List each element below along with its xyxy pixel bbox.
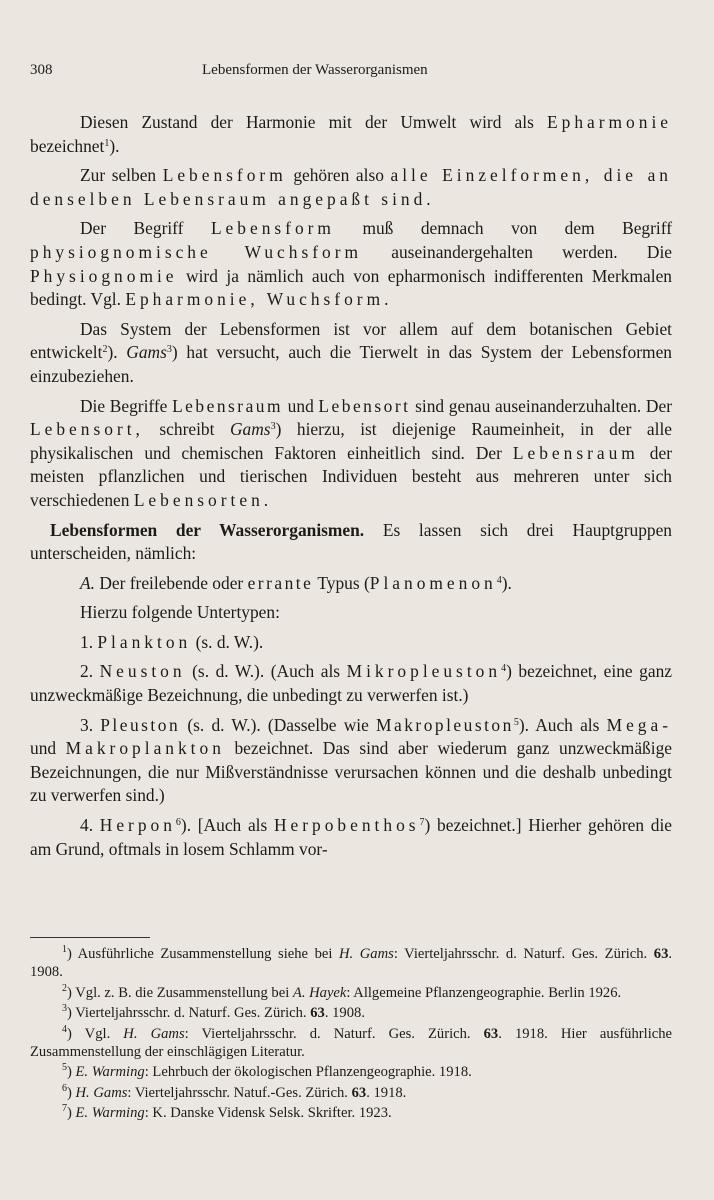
item-1-plankton: 1. Plankton (s. d. W.). xyxy=(80,631,264,652)
page-number: 308 xyxy=(30,62,53,78)
item-2-neuston: 2. Neuston (s. d. W.). (Auch als Mikropleuston$^4$) bezeichnet, eine ganz unzweckmäßige Bezeichnung, die unbedingt zu verwerfen ist.) xyxy=(30,661,673,706)
footnotes xyxy=(30,945,672,1125)
footnote-4: $^4$) Vgl. H. Gams: Vierteljahrsschr. d. Naturf. Ges. Zürich. 63. 1918. Hier ausführliche Zusammenstellung der einschlägigen Literatur. xyxy=(30,1023,672,1061)
paragraph-lebensform: Zur selben Lebensform gehören also alle Einzelformen, die an denselben Lebensraum angepaßt sind. xyxy=(30,165,672,209)
item-3-pleuston: 3. Pleuston (s. d. W.). (Dasselbe wie Makropleuston$^5$). Auch als Mega- und Makroplankton bezeichnet. Das sind aber wiederum ganz unzweckmäßige Bezeichnungen, die nur Mißverständnisse verursachen können und die deshalb unbedingt zu verwerfen sind.) xyxy=(30,714,673,806)
running-title: Lebensformen der Wasserorganismen xyxy=(202,62,428,78)
footnote-6: $^6$) H. Gams: Vierteljahrsschr. Natuf.-Ges. Zürich. 63. 1918. xyxy=(62,1082,407,1101)
footnote-1: $^1$) Ausführliche Zusammenstellung siehe bei H. Gams: Vierteljahrsschr. d. Naturf. Ges. Zürich. 63. 1908. xyxy=(30,944,673,981)
paragraph-system: Das System der Lebensformen ist vor allem auf dem botanischen Gebiet entwickelt$^2$). Gams$^3$) hat versucht, auch die Tierwelt in das System der Lebensformen einzubeziehen. xyxy=(30,318,672,386)
paragraph-wuchsform: Der Begriff Lebensform muß demnach von dem Begriff physiognomische Wuchsform auseinandergehalten werden. Die Physiognomie wird ja nämlich auch von epharmonisch indifferenten Merkmalen bedingt. Vgl. Epharmonie, Wuchsform. xyxy=(30,218,672,310)
footnote-3: $^3$) Vierteljahrsschr. d. Naturf. Ges. Zürich. 63. 1908. xyxy=(62,1003,365,1022)
item-4-herpon: 4. Herpon$^6$). [Auch als Herpobenthos$^7$) bezeichnet.] Hierher gehören die am Grund, oftmals in losem Schlamm vor- xyxy=(30,815,673,859)
footnote-2: $^2$) Vgl. z. B. die Zusammenstellung bei A. Hayek: Allgemeine Pflanzengeographie. Berlin 1926. xyxy=(62,982,622,1001)
page-header xyxy=(30,62,672,86)
footnote-5: $^5$) E. Warming: Lehrbuch der ökologischen Pflanzengeographie. 1918. xyxy=(62,1062,472,1081)
main-text xyxy=(30,111,672,867)
item-a-errant: A. Der freilebende oder errante Typus (Planomenon$^4$). xyxy=(80,572,512,593)
footnote-7: $^7$) E. Warming: K. Danske Vidensk Selsk. Skrifter. 1923. xyxy=(62,1103,392,1122)
paragraph-lebensraum: Die Begriffe Lebensraum und Lebensort sind genau auseinanderzuhalten. Der Lebensort, schreibt Gams$^3$) hierzu, ist diejenige Raumeinheit, in der alle physikalischen und chemischen Faktoren einheitlich sind. Der Lebensraum der meisten pflanzlichen und tierischen Individuen besteht aus mehreren unter sich verschiedenen Lebensorten. xyxy=(30,395,672,510)
footnote-rule xyxy=(30,937,150,938)
paragraph-epharmonie: Diesen Zustand der Harmonie mit der Umwelt wird als Epharmonie bezeichnet$^1$). xyxy=(30,112,672,156)
subtypes-intro: Hierzu folgende Untertypen: xyxy=(80,602,280,623)
paragraph-hauptgruppen: Lebensformen der Wasserorganismen. Es lassen sich drei Hauptgruppen unterscheiden, nämlich: xyxy=(30,519,673,564)
